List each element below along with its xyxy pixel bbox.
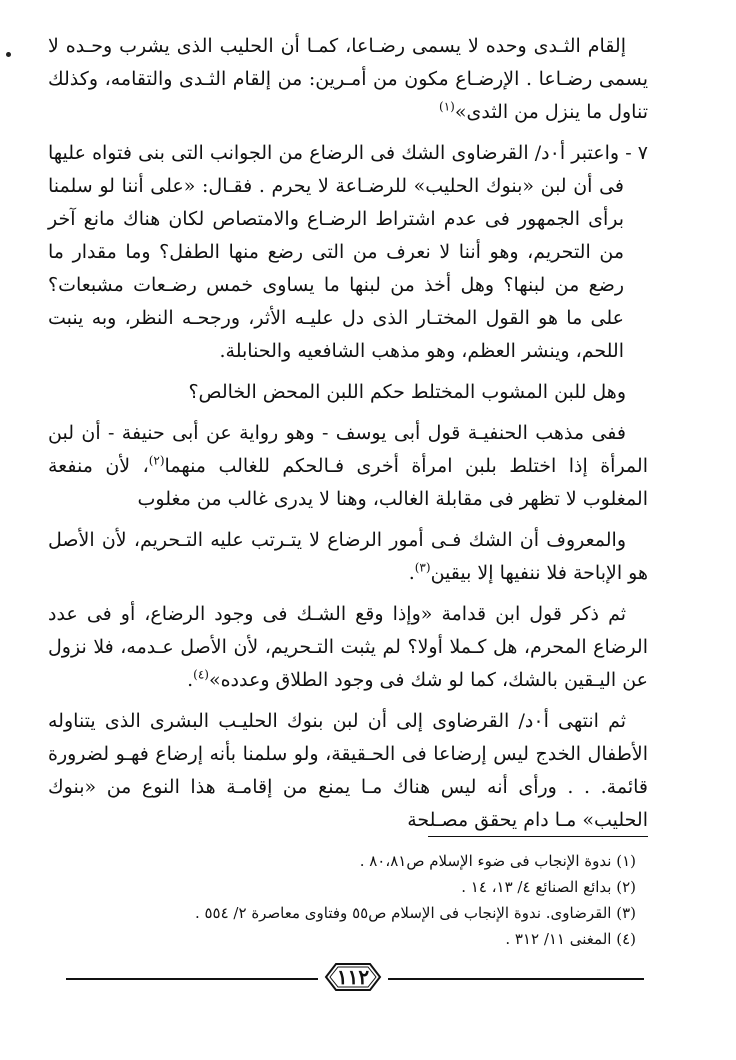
footnote-3: (٣) القرضاوى. ندوة الإنجاب فى الإسلام ص٥٥ وفتاوى معاصرة ٢/ ٥٥٤ .: [194, 904, 636, 922]
footnote-ref-4[interactable]: (٤): [193, 667, 209, 682]
paragraph-4: ففى مذهب الحنفيـة قول أبى يوسف - وهو رواية عن أبى حنيفة - أن لبن المرأة إذا اختلط بلبن امرأة أخرى فـالحكم للغالب منهما$^{(٢)}$، لأن منفعة المغلوب لا تظهر فى مقابلة الغالب، وهنا لا يدرى غالب من مغلوب: [48, 422, 648, 510]
footnotes: [48, 848, 648, 952]
paragraph-7: ثم انتهى أ٠د/ القرضاوى إلى أن لبن بنوك الحليـب البشرى الذى يتناوله الأطفال الخدج ليس إرضاعا فى الحـقيقة، ولو سلمنا بأنه إرضاع فهـو لضرورة قائمة. . . ورأى أنه ليس هناك مـا يمنع من إقامـة هذا النوع من «بنوك الحليب» مـا دام يحقق مصـلحة: [48, 710, 648, 831]
footer-rule-left: [66, 978, 318, 980]
main-text: [48, 30, 648, 845]
footnote-2: (٢) بدائع الصنائع ٤/ ١٣، ١٤ .: [461, 878, 636, 896]
footnote-1: (١) ندوة الإنجاب فى ضوء الإسلام ص٨٠،٨١ .: [359, 852, 636, 870]
footnote-ref-2[interactable]: (٢): [148, 453, 165, 468]
paragraph-2: ٧ - واعتبر أ٠د/ القرضاوى الشك فى الرضاع من الجوانب التى بنى فتواه عليها فى أن لبن «بنوك الحليب» للرضـاعة لا يحرم . فقـال: «على أننا لو سلمنا برأى الجمهور فى عدم اشتراط الرضـاع والامتصاص لكان هناك مانع آخر من التحريم، وهو أننا لا نعرف من التى رضع منها الطفل؟ وما مقدار ما رضع من لبنها؟ وهل أخذ من لبنها ما يساوى خمس رضـعات مشبعات؟ على ما هو القول المختـار الذى دل عليـه الأثر، ورجحـه النظر، وبه ينبت اللحم، وينشر العظم، وهو مذهب الشافعيه والحنابلة.: [48, 142, 648, 362]
page-number-ornament: [322, 960, 384, 994]
footnote-4: (٤) المغنى ١١/ ٣١٢ .: [505, 930, 636, 948]
paragraph-6: ثم ذكر قول ابن قدامة «وإذا وقع الشـك فى وجود الرضاع، أو فى عدد الرضاع المحرم، هل كـملا أولا؟ لم يثبت التـحريم، لأن الأصل عـدمه، فلا نزول عن اليـقين بالشك، كما لو شك فى وجود الطلاق وعدده»$^{(٤)}$.: [48, 603, 648, 691]
footer-rule-right: [388, 978, 644, 980]
paragraph-1: إلقام الثـدى وحده لا يسمى رضـاعا، كمـا أن الحليب الذى يشرب وحـده لا يسمى رضـاعا . الإرضـاع مكون من أمـرين: من إلقام الثـدى والتقامه، وكذلك تناول ما ينزل من الثدى»$^{(١)}$: [48, 35, 648, 123]
paragraph-3: وهل للبن المشوب المختلط حكم اللبن المحض الخالص؟: [188, 381, 626, 403]
scan-dot: [6, 52, 11, 57]
paragraph-5: والمعروف أن الشك فـى أمور الرضاع لا يتـرتب عليه التـحريم، لأن الأصل هو الإباحة فلا ننفيها إلا بيقين$^{(٣)}$.: [48, 529, 648, 584]
footnote-ref-1[interactable]: (١): [439, 99, 455, 114]
page-number: ١١٢: [336, 965, 370, 989]
footnote-ref-3[interactable]: (٣): [414, 560, 431, 575]
footnote-divider: [428, 836, 648, 837]
